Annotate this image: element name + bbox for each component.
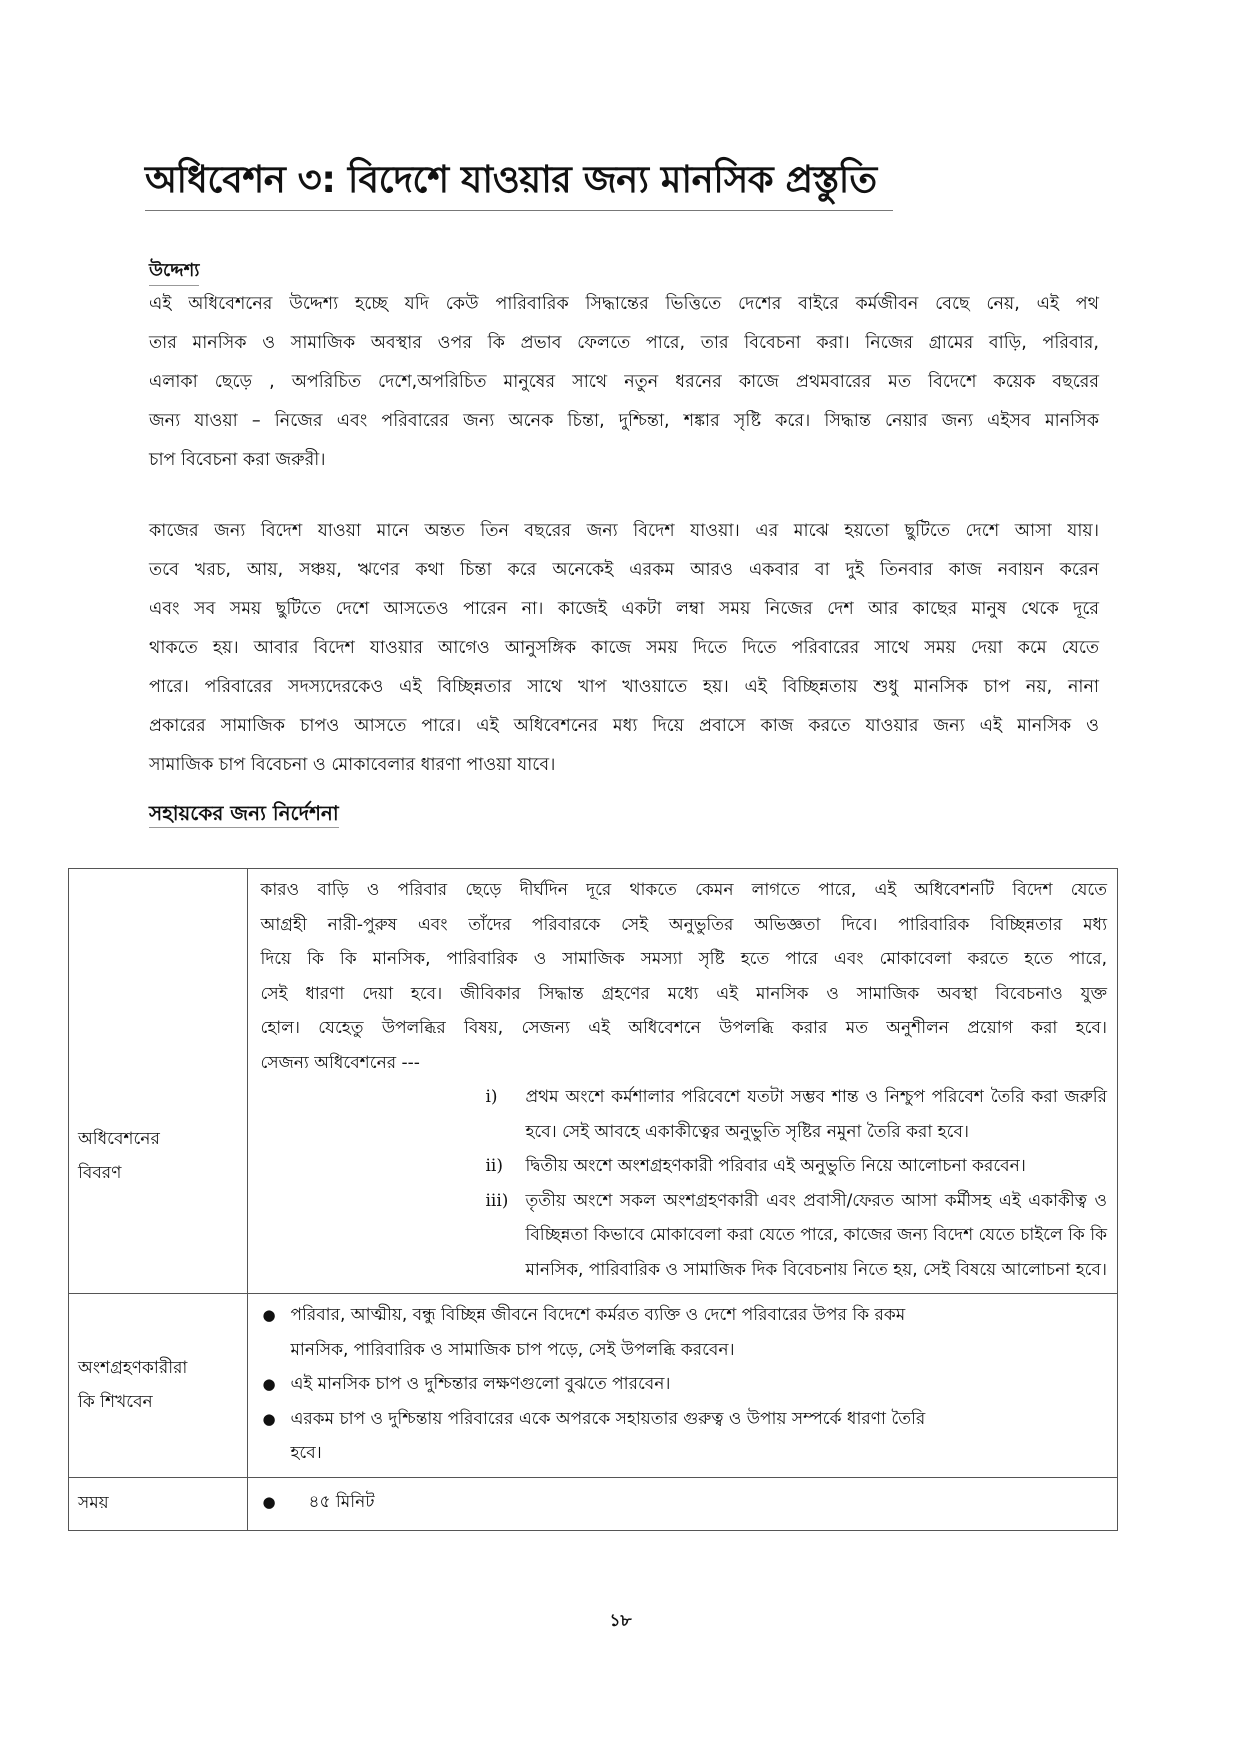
step-line: প্রথম অংশে কর্মশালার পরিবেশে যতটা সম্ভব শান্ত ও নিশ্চুপ পরিবেশ তৈরি করা জরুরি <box>525 1087 1107 1107</box>
session-step <box>260 1184 1107 1288</box>
facilitator-heading: সহায়কের জন্য নির্দেশনা <box>149 800 339 828</box>
step-line: বিচ্ছিন্নতা কিভাবে মোকাবেলা করা যেতে পারে, কাজের জন্য বিদেশ যেতে চাইলে কি কি <box>525 1225 1107 1245</box>
bullet-icon: ● <box>262 1375 276 1393</box>
context-line: থাকতে হয়। আবার বিদেশ যাওয়ার আগেও আনুসঙ্গিক কাজে সময় দিতে দিতে পরিবারের সাথে সময় দেয়া কমে যেতে <box>149 638 1099 658</box>
step-line: দ্বিতীয় অংশে অংশগ্রহণকারী পরিবার এই অনুভুতি নিয়ে আলোচনা করবেন। <box>525 1156 1026 1176</box>
step-line: হবে। সেই আবহে একাকীত্বের অনুভুতি সৃষ্টির নমুনা তৈরি করা হবে। <box>525 1121 969 1142</box>
description-line: দিয়ে কি কি মানসিক, পারিবারিক ও সামাজিক সমস্যা সৃষ্টি হতে পারে এবং মোকাবেলা করতে হতে পারে, <box>260 949 1107 969</box>
objective-line: তার মানসিক ও সামাজিক অবস্থার ওপর কি প্রভাব ফেলতে পারে, তার বিবেচনা করা। নিজের গ্রামের বাড়ি, পরিবার, <box>149 333 1099 353</box>
time-item <box>260 1485 1107 1520</box>
time-value: ৪৫ মিনিট <box>308 1492 375 1513</box>
facilitator-guide-table <box>68 868 1118 1531</box>
description-label-line: বিবরণ <box>78 1163 122 1183</box>
session-steps-list <box>260 1080 1107 1287</box>
objective-heading: উদ্দেশ্য <box>149 258 199 286</box>
session-title: অধিবেশন ৩: বিদেশে যাওয়ার জন্য মানসিক প্রস্তুতি <box>145 152 893 211</box>
outcome-line: হবে। <box>290 1443 322 1463</box>
learning-outcome <box>260 1298 1107 1367</box>
session-step <box>260 1149 1107 1184</box>
page-number: ১৮ <box>609 1611 632 1631</box>
step-marker: ii) <box>485 1156 503 1176</box>
step-line: মানসিক, পারিবারিক ও সামাজিক দিক বিবেচনায় নিতে হয়, সেই বিষয়ে আলোচনা হবে। <box>525 1259 1107 1280</box>
learning-label-line: অংশগ্রহণকারীরা <box>78 1357 188 1378</box>
learning-label-line: কি শিখবেন <box>78 1392 153 1413</box>
context-line: এবং সব সময় ছুটিতে দেশে আসতেও পারেন না। কাজেই একটা লম্বা সময় নিজের দেশ আর কাছের মানুষ থেকে দূরে <box>149 599 1099 619</box>
learning-label-cell <box>69 1294 248 1478</box>
context-line: তবে খরচ, আয়, সঞ্চয়, ঋণের কথা চিন্তা করে অনেকেই এরকম আরও একবার বা দুই তিনবার কাজ নবায়ন করেন <box>149 560 1099 580</box>
context-line: প্রকারের সামাজিক চাপও আসতে পারে। এই অধিবেশনের মধ্য দিয়ে প্রবাসে কাজ করতে যাওয়ার জন্য এই মানসিক ও <box>149 716 1099 736</box>
outcome-line: মানসিক, পারিবারিক ও সামাজিক চাপ পড়ে, সেই উপলব্ধি করবেন। <box>290 1339 735 1360</box>
description-label-line: অধিবেশনের <box>78 1128 160 1149</box>
step-line: তৃতীয় অংশে সকল অংশগ্রহণকারী এবং প্রবাসী/ফেরত আসা কর্মীসহ এই একাকীত্ব ও <box>525 1190 1107 1211</box>
description-line: কারও বাড়ি ও পরিবার ছেড়ে দীর্ঘদিন দূরে থাকতে কেমন লাগতে পারে, এই অধিবেশনটি বিদেশ যেতে <box>260 880 1107 900</box>
time-label: সময় <box>78 1493 109 1514</box>
description-line: সেজন্য অধিবেশনের --- <box>260 1052 420 1073</box>
learning-outcomes-list <box>260 1298 1107 1471</box>
learning-outcome <box>260 1402 1107 1471</box>
context-paragraph <box>149 512 1099 785</box>
table-row-learning <box>69 1294 1118 1478</box>
objective-paragraph <box>149 285 1099 480</box>
outcome-line: এই মানসিক চাপ ও দুশ্চিন্তার লক্ষণগুলো বুঝতে পারবেন। <box>290 1374 671 1394</box>
description-line: হোল। যেহেতু উপলব্ধির বিষয়, সেজন্য এই অধিবেশনে উপলব্ধি করার মত অনুশীলন প্রয়োগ করা হবে। <box>260 1018 1107 1038</box>
time-content-cell <box>248 1477 1118 1530</box>
bullet-icon: ● <box>262 1493 276 1512</box>
outcome-line: এরকম চাপ ও দুশ্চিন্তায় পরিবারের একে অপরকে সহায়তার গুরুত্ব ও উপায় সম্পর্কে ধারণা তৈরি <box>290 1408 926 1429</box>
table-row-time <box>69 1477 1118 1530</box>
step-marker: iii) <box>485 1190 509 1211</box>
context-line: পারে। পরিবারের সদস্যদেরকেও এই বিচ্ছিন্নতার সাথে খাপ খাওয়াতে হয়। এই বিচ্ছিন্নতায় শুধু মানসিক চাপ নয়, নানা <box>149 677 1099 697</box>
learning-content-cell <box>248 1294 1118 1478</box>
objective-line: চাপ বিবেচনা করা জরুরী। <box>149 450 326 470</box>
description-content-cell <box>248 869 1118 1294</box>
objective-line: এলাকা ছেড়ে , অপরিচিত দেশে,অপরিচিত মানুষের সাথে নতুন ধরনের কাজে প্রথমবারের মত বিদেশে কয়েক বছরের <box>149 372 1099 392</box>
description-line: সেই ধারণা দেয়া হবে। জীবিকার সিদ্ধান্ত গ্রহণের মধ্যে এই মানসিক ও সামাজিক অবস্থা বিবেচনাও যুক্ত <box>260 983 1107 1004</box>
outcome-line: পরিবার, আত্মীয়, বন্ধু বিচ্ছিন্ন জীবনে বিদেশে কর্মরত ব্যক্তি ও দেশে পরিবারের উপর কি রকম <box>290 1305 906 1325</box>
objective-line: এই অধিবেশনের উদ্দেশ্য হচ্ছে যদি কেউ পারিবারিক সিদ্ধান্তের ভিত্তিতে দেশের বাইরে কর্মজীবন বেছে নেয়, এই পথ <box>149 294 1099 314</box>
time-label-cell <box>69 1477 248 1530</box>
description-label-cell <box>69 869 248 1294</box>
bullet-icon: ● <box>262 1306 276 1324</box>
context-line: সামাজিক চাপ বিবেচনা ও মোকাবেলার ধারণা পাওয়া যাবে। <box>149 755 556 775</box>
time-list <box>260 1485 1107 1520</box>
bullet-icon: ● <box>262 1409 276 1428</box>
context-line: কাজের জন্য বিদেশ যাওয়া মানে অন্তত তিন বছরের জন্য বিদেশ যাওয়া। এর মাঝে হয়তো ছুটিতে দেশে আসা যায়। <box>149 521 1099 541</box>
session-step <box>260 1080 1107 1149</box>
description-line: আগ্রহী নারী-পুরুষ এবং তাঁদের পরিবারকে সেই অনুভুতির অভিজ্ঞতা দিবে। পারিবারিক বিচ্ছিন্নতার মধ্য <box>260 914 1107 935</box>
table-row-description <box>69 869 1118 1294</box>
learning-outcome <box>260 1367 1107 1402</box>
step-marker: i) <box>485 1087 498 1107</box>
objective-line: জন্য যাওয়া – নিজের এবং পরিবারের জন্য অনেক চিন্তা, দুশ্চিন্তা, শঙ্কার সৃষ্টি করে। সিদ্ধান্ত নেয়ার জন্য এইসব মানসিক <box>149 411 1099 431</box>
